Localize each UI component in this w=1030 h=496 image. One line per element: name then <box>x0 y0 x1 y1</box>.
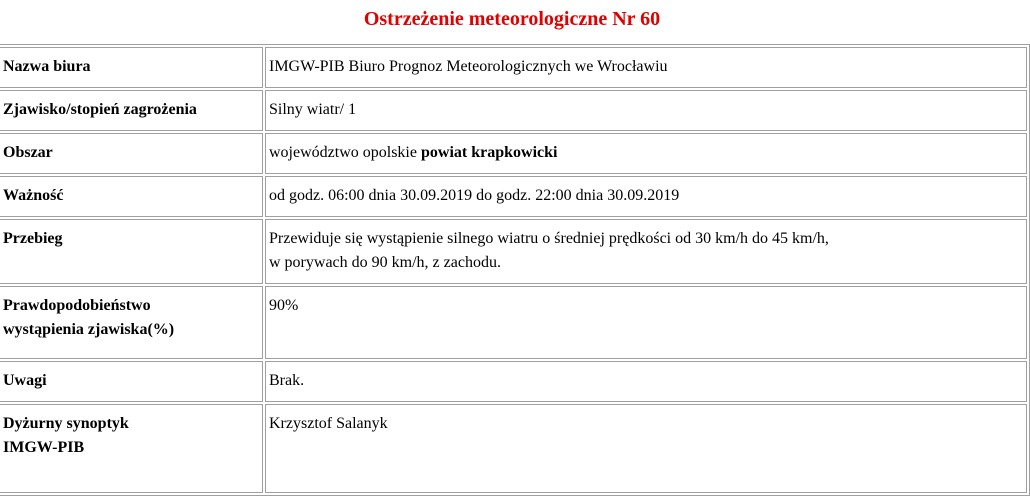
area-region: województwo opolskie <box>269 144 421 161</box>
validity-label: Ważność <box>0 176 263 217</box>
phenomenon-value: Silny wiatr/ 1 <box>265 90 1027 131</box>
course-line-2: w porywach do 90 km/h, z zachodu. <box>269 254 501 271</box>
area-label: Obszar <box>0 133 263 174</box>
table-row-duty <box>0 404 1027 493</box>
area-value <box>265 133 1027 174</box>
validity-value: od godz. 06:00 dnia 30.09.2019 do godz. 22:00 dnia 30.09.2019 <box>265 176 1027 217</box>
table-row-validity <box>0 176 1027 217</box>
phenomenon-label: Zjawisko/stopień zagrożenia <box>0 90 263 131</box>
course-label: Przebieg <box>0 219 263 284</box>
office-value: IMGW-PIB Biuro Prognoz Meteorologicznych we Wrocławiu <box>265 47 1027 88</box>
duty-value: Krzysztof Salanyk <box>265 404 1027 493</box>
remarks-value: Brak. <box>265 361 1027 402</box>
duty-label <box>0 404 263 493</box>
table-row-probability <box>0 286 1027 359</box>
table-row-course <box>0 219 1027 284</box>
probability-value: 90% <box>265 286 1027 359</box>
table-row-phenomenon <box>0 90 1027 131</box>
table-row-remarks <box>0 361 1027 402</box>
warning-table <box>0 44 1030 496</box>
probability-label-line-1: Prawdopodobieństwo <box>3 297 151 314</box>
area-district: powiat krapkowicki <box>420 144 558 161</box>
probability-label <box>0 286 263 359</box>
probability-label-line-2: wystąpienia zjawiska(%) <box>3 321 175 338</box>
table-row-office <box>0 47 1027 88</box>
course-line-1: Przewiduje się wystąpienie silnego wiatru o średniej prędkości od 30 km/h do 45 km/h, <box>269 230 829 247</box>
duty-label-line-1: Dyżurny synoptyk <box>3 415 129 432</box>
warning-title: Ostrzeżenie meteorologiczne Nr 60 <box>363 8 661 30</box>
duty-label-line-2: IMGW-PIB <box>3 439 85 456</box>
remarks-label: Uwagi <box>0 361 263 402</box>
table-row-area <box>0 133 1027 174</box>
course-value <box>265 219 1027 284</box>
office-label: Nazwa biura <box>0 47 263 88</box>
